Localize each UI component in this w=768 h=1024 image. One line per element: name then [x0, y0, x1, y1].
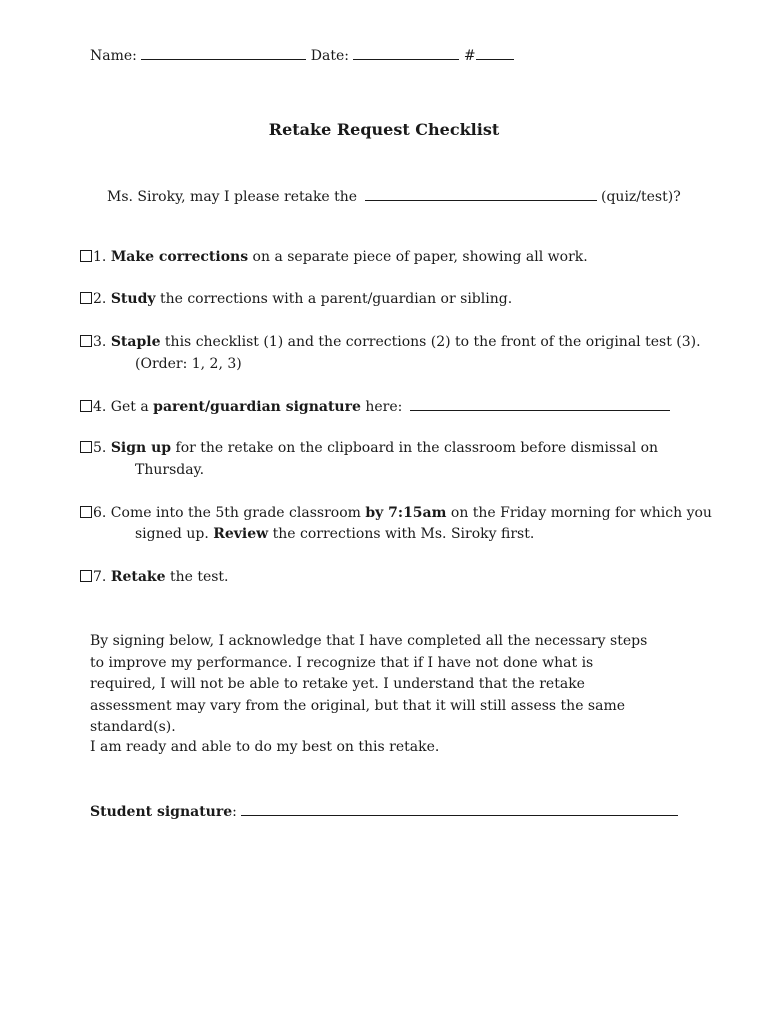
- item-text: on the Friday morning for which you: [446, 505, 712, 521]
- checklist-item-4: [80, 398, 670, 415]
- item-bold-text: Staple: [110, 334, 161, 350]
- item-text: this checklist (1) and the corrections (2) to the front of the original test (3).: [160, 334, 701, 350]
- page-title: Retake Request Checklist: [268, 120, 500, 139]
- item-text: the corrections with Ms. Siroky first.: [268, 526, 535, 542]
- checklist-item-3: [80, 334, 701, 350]
- date-field[interactable]: [353, 47, 459, 60]
- checklist-item-5: [80, 440, 658, 456]
- item-number: 6.: [93, 505, 107, 521]
- checklist-item-2: [80, 291, 512, 307]
- item-bold-text: Study: [110, 291, 156, 307]
- item-text-pre: Come into the 5th grade classroom: [106, 505, 366, 521]
- checklist-item-5-line2: Thursday.: [135, 462, 205, 478]
- item-bold-text: by 7:15am: [365, 505, 447, 521]
- item-bold-text: Sign up: [110, 440, 172, 456]
- item-text: the test.: [165, 569, 229, 585]
- checklist-item-1: [80, 249, 588, 265]
- item-number: 3.: [93, 334, 107, 350]
- request-line: [107, 188, 681, 205]
- request-suffix: (quiz/test)?: [601, 189, 681, 205]
- item-text: for the retake on the clipboard in the classroom before dismissal on: [171, 440, 659, 456]
- item-number: 5.: [93, 440, 107, 456]
- name-label: Name:: [90, 48, 137, 64]
- header-row: [90, 47, 514, 64]
- item-number: 1.: [93, 249, 107, 265]
- checklist-item-6: [80, 505, 712, 521]
- item-bold-text: parent/guardian signature: [153, 399, 361, 415]
- assessment-field[interactable]: [365, 188, 597, 201]
- item-bold-text: Make corrections: [110, 249, 249, 265]
- checkbox-1[interactable]: [80, 250, 92, 262]
- parent-signature-field[interactable]: [410, 398, 670, 411]
- request-prefix: Ms. Siroky, may I please retake the: [107, 189, 358, 205]
- item-bold-text: Review: [213, 526, 269, 542]
- student-signature-field[interactable]: [241, 803, 678, 816]
- checkbox-3[interactable]: [80, 335, 92, 347]
- item-number: 2.: [93, 291, 107, 307]
- checklist-item-6-line2: [135, 526, 534, 542]
- item-number: 7.: [93, 569, 107, 585]
- date-label: Date:: [310, 48, 349, 64]
- checklist-item-3-line2: (Order: 1, 2, 3): [135, 356, 242, 372]
- item-text: here:: [360, 399, 403, 415]
- item-text-pre: signed up.: [135, 526, 214, 542]
- item-bold-text: Retake: [110, 569, 166, 585]
- acknowledgement-paragraph: By signing below, I acknowledge that I have completed all the necessary steps to improve my performance. I recognize that if I have not done what is required, I will not be able to retake yet. I understand that the retake assessment may vary from the original, but that it will still assess the same standard(s).: [90, 633, 648, 735]
- item-text-pre: Get a: [106, 399, 154, 415]
- checkbox-2[interactable]: [80, 292, 92, 304]
- item-text: the corrections with a parent/guardian or sibling.: [155, 291, 513, 307]
- checkbox-4[interactable]: [80, 400, 92, 412]
- ready-statement: I am ready and able to do my best on this retake.: [90, 739, 440, 755]
- signature-colon: :: [232, 804, 237, 820]
- item-text: on a separate piece of paper, showing all work.: [248, 249, 588, 265]
- checkbox-7[interactable]: [80, 570, 92, 582]
- name-field[interactable]: [141, 47, 306, 60]
- item-number: 4.: [93, 399, 107, 415]
- signature-row: [90, 803, 678, 820]
- number-field[interactable]: [476, 47, 514, 60]
- checkbox-6[interactable]: [80, 506, 92, 518]
- signature-label: Student signature: [90, 804, 233, 820]
- number-label: #: [463, 48, 476, 64]
- checklist-item-7: [80, 569, 229, 585]
- checkbox-5[interactable]: [80, 441, 92, 453]
